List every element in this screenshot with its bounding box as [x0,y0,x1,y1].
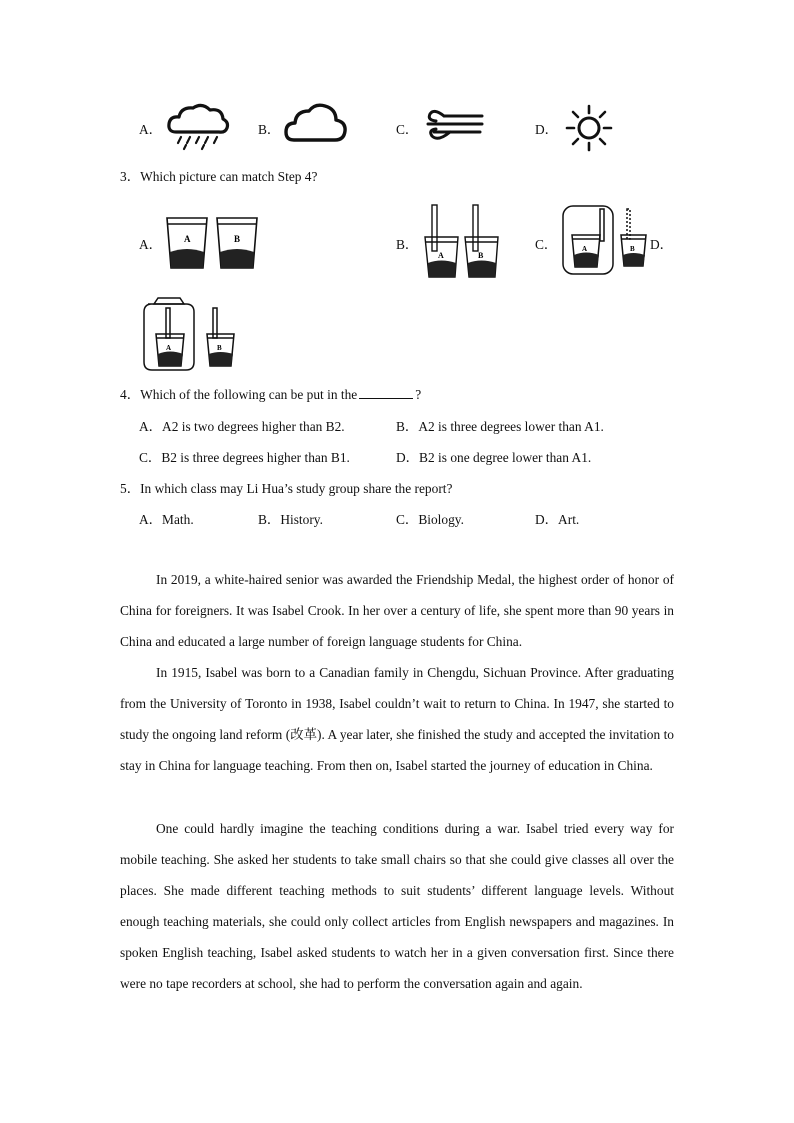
q3-option-c-letter: C． [535,237,558,252]
q3-option-b-letter: B． [396,237,419,252]
cup-label-b: B [630,245,635,253]
cup-label-a: A [438,251,444,260]
passage-paragraph [120,813,674,999]
q4-option-b: B．A2 is three degrees lower than A1. [396,419,604,434]
q4-option-d: D．B2 is one degree lower than A1. [396,450,592,465]
cup-label-b: B [217,344,222,352]
passage-paragraph [120,564,674,657]
q2-option-a-letter: A． [139,122,163,137]
wind-icon [424,108,486,144]
cups-picture-b [420,203,506,283]
q3-question: 3．Which picture can match Step 4? [120,169,318,184]
q2-option-d-letter: D． [535,122,559,137]
q5-option-c: C．Biology. [396,512,464,527]
passage-paragraph [120,657,674,781]
answer-blank [359,386,413,399]
cup-label-a: A [184,234,191,244]
cloud-icon [284,102,348,144]
passage-paragraph-text: In 2019, a white-haired senior was awarded the Friendship Medal, the highest order of honor of China for foreigners. It was Isabel Crook. In her over a century of life, she spent more than 90 years in China and educated a large number of foreign language students for China. [120,572,674,649]
q2-option-c-letter: C． [396,122,419,137]
q5-question: 5．In which class may Li Hua’s study group share the report? [120,481,453,496]
passage-paragraph-text: In 1915, Isabel was born to a Canadian family in Chengdu, Sichuan Province. After graduating from the University of Toronto in 1938, Isabel couldn’t wait to return to China. In 1947, she started to study the ongoing land reform (改革). A year later, she finished the study and accepted the invitation to stay in China for language teaching. From then on, Isabel started the journey of education in China. [120,665,674,773]
cup-label-b: B [478,251,484,260]
passage-paragraph-text: One could hardly imagine the teaching conditions during a war. Isabel tried every way for mobile teaching. She asked her students to take small chairs so that she could give classes all over the places. She made different teaching methods to suit students’ different language levels. Without enough teaching materials, she could only collect articles from English newspapers and magazines. In spoken English teaching, Isabel asked students to watch her in a given conversation first. Since there were no tape recorders at school, she had to perform the conversation again and again. [120,821,674,991]
rain-cloud-icon [166,102,230,150]
q4-question-text: 4．Which of the following can be put in the [120,387,358,402]
q2-option-b-letter: B． [258,122,281,137]
cups-picture-a [162,212,272,274]
cups-picture-c [560,203,655,277]
cup-label-a: A [582,245,588,253]
q5-option-d: D．Art. [535,512,580,527]
q4-question-mark: ? [415,387,422,402]
q3-option-d-letter: D． [650,237,674,252]
cup-label-b: B [234,234,241,244]
q5-option-b: B．History. [258,512,323,527]
cup-label-a: A [166,344,172,352]
cups-picture-d [140,296,240,372]
q4-option-a: A．A2 is two degrees higher than B2. [139,419,345,434]
sun-icon [565,104,613,152]
q4-question [120,384,421,403]
q5-option-a: A．Math. [139,512,194,527]
q3-option-a-letter: A． [139,237,163,252]
q4-option-c: C．B2 is three degrees higher than B1. [139,450,350,465]
